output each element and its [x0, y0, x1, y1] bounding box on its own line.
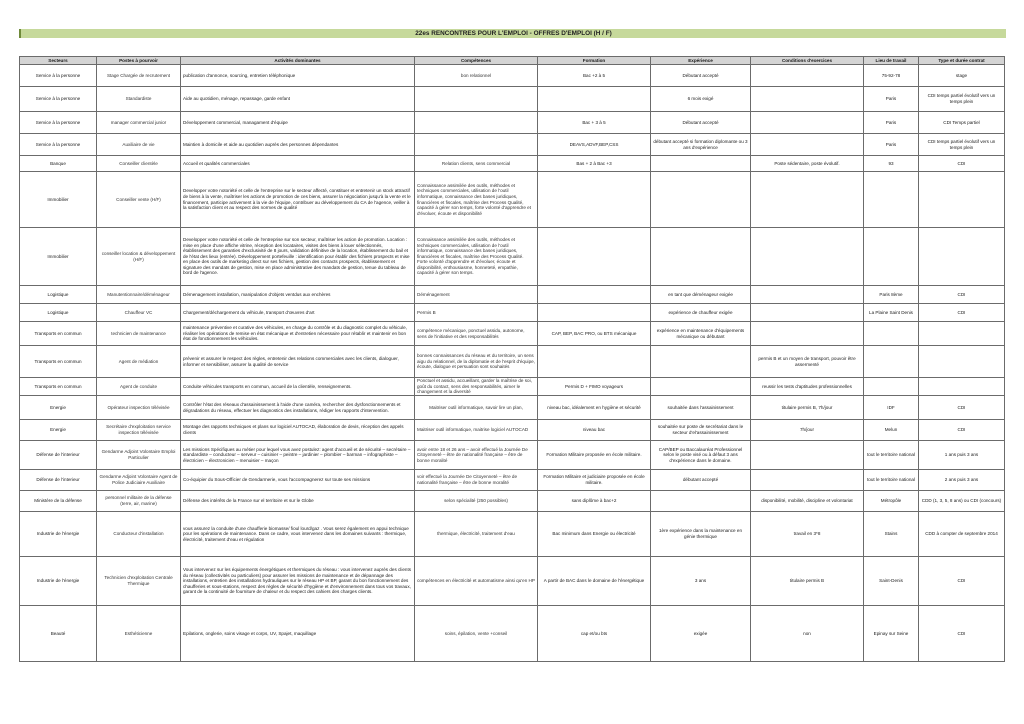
competences-cell: voir effectué la Journée De Citoyenneté – être de nationalité française – être de bonne moralité: [415, 470, 538, 491]
poste-cell: Gendarme Adjoint Volontaire Emploi Particulier: [97, 441, 181, 470]
contrat-cell: CDI: [919, 304, 1005, 322]
poste-cell: Esthéticienne: [97, 606, 181, 662]
table-row: [20, 322, 1005, 346]
lieu-cell: [864, 346, 919, 378]
poste-cell: Manutentionnaire/déménageur: [97, 286, 181, 304]
formation-cell: CAP, BEP, BAC PRO, ou BTS mécanique: [538, 322, 651, 346]
poste-cell: Stage Chargée de recrutement: [97, 65, 181, 87]
table-header-row: [20, 57, 1005, 65]
table-row: [20, 304, 1005, 322]
table-row: [20, 491, 1005, 512]
table-row: [20, 172, 1005, 228]
secteur-cell: Energie: [20, 396, 97, 420]
column-header-activites: Activités dominantes: [181, 57, 415, 65]
experience-cell: 6 mois exigé: [651, 87, 751, 112]
column-header-postes: Postes à pourvoir: [97, 57, 181, 65]
contrat-cell: [919, 378, 1005, 396]
secteur-cell: Service à la personne: [20, 65, 97, 87]
activites-cell: vous assurez la conduite d'une chaufferie biomasse/ fioul lourd/gaz . Vous serez également en appui technique pour les opérations de maintenance. Dans ce cadre, vous intervenez dans les domaines suivants : thermique, électricité, traitement d'eau et régulation: [181, 512, 415, 557]
conditions-cell: titulaire permis B, 7h/jour: [751, 396, 864, 420]
activites-cell: Developper votre notoriété et celle de l'entreprise sur son secteur, maîtriser les action de promotion. Location : mise en place d'une affiche vitrine, réception des locataires, visites des biens à louer sélectionnés, établissement des garanties d'exclusivité de 8 jours, validation définitive de la location, établissement du bail et de l'état des lieux (entrée). Développement portefeuille : identification pour établir des fichiers prospects et mise en place des outils de marketing direct sur ses fichiers, gestion des contacts prospects, établissement et signature des mandats de gestion, mise en place administrative des mandats de gestion, tenue du tableau de bord de l'agence.: [181, 228, 415, 286]
formation-cell: niveau bac: [538, 420, 651, 441]
competences-cell: thermique, électricité, traitement d'eau: [415, 512, 538, 557]
conditions-cell: [751, 322, 864, 346]
contrat-cell: [919, 228, 1005, 286]
lieu-cell: [864, 228, 919, 286]
lieu-cell: [864, 378, 919, 396]
competences-cell: selon spécialité (250 possibles): [415, 491, 538, 512]
secteur-cell: Immobilier: [20, 172, 97, 228]
lieu-cell: [864, 322, 919, 346]
formation-cell: Formation Militaire et judiciaire proposée en école militaire.: [538, 470, 651, 491]
secteur-cell: Défense de l'interieur: [20, 441, 97, 470]
contrat-cell: [919, 322, 1005, 346]
lieu-cell: Saint-Denis: [864, 557, 919, 606]
table-row: [20, 396, 1005, 420]
secteur-cell: Ministère de la défense: [20, 491, 97, 512]
conditions-cell: [751, 441, 864, 470]
experience-cell: [651, 378, 751, 396]
secteur-cell: Transports en commun: [20, 346, 97, 378]
column-header-formation: Formation: [538, 57, 651, 65]
activites-cell: Chargement/déchargement du véhicule, transport d'œuvres d'art: [181, 304, 415, 322]
competences-cell: avoir entre 18 et 26 ans – avoir effectué la Journée De Citoyenneté – être de nationalité française – être de bonne moralité: [415, 441, 538, 470]
activites-cell: Co-équipier du Sous-Officier de Gendarmerie, vous l'accompagnerez sur toute ses missions: [181, 470, 415, 491]
formation-cell: Bac minimum dans Energie ou électricité: [538, 512, 651, 557]
formation-cell: Bac + 3 à 5: [538, 112, 651, 134]
experience-cell: expérience de chauffeur exigée: [651, 304, 751, 322]
experience-cell: [651, 491, 751, 512]
table-row: [20, 420, 1005, 441]
activites-cell: Epilations, onglerie, soins visage et corps, UV, Spajet, maquillage: [181, 606, 415, 662]
contrat-cell: CDI: [919, 420, 1005, 441]
contrat-cell: CDI: [919, 156, 1005, 172]
contrat-cell: CDD (1, 3, 5, 8 ans) ou CDI (concours): [919, 491, 1005, 512]
conditions-cell: 7h/jour: [751, 420, 864, 441]
lieu-cell: tout le territoire national: [864, 470, 919, 491]
formation-cell: cap et/ou bts: [538, 606, 651, 662]
poste-cell: conseiller location & développement (H/F): [97, 228, 181, 286]
experience-cell: [651, 156, 751, 172]
activites-cell: prévenir et assurer le respect des règles, entretenir des relations commerciales avec les clients, dialoguer, informer et sensibiliser, assurer la qualité de service: [181, 346, 415, 378]
job-offers-table: [19, 56, 1005, 662]
conditions-cell: [751, 172, 864, 228]
activites-cell: maintenance préventive et curative des véhicules, en charge du contrôle et du diagnostic complet du véhicule, réaliser les opérations de remise en état mécanique et d'entretien nécessaire pour rétablir et maintenir en bon état de fonctionnement les véhicules.: [181, 322, 415, 346]
competences-cell: Connaissance assimilée des outils, méthodes et techniques commerciales, utilisation de l'outil informatique, connaissance des bases juridiques, financières et fiscales, maîtrise des Process Qualité. Forte volonté d'apprendre et d'évoluer, écoute et disponibilité, enthousiasme, honneteté, empathie, capacité à gérer son temps.: [415, 228, 538, 286]
lieu-cell: Melun: [864, 420, 919, 441]
competences-cell: Maitriser outil informatique, savoir lire un plan,: [415, 396, 538, 420]
conditions-cell: reussir les tests d'aptitudes professionnelles: [751, 378, 864, 396]
secteur-cell: Transports en commun: [20, 378, 97, 396]
poste-cell: Opérateur inspection télévisée: [97, 396, 181, 420]
contrat-cell: CDI temps partiel évolutif vers un temps plein: [919, 134, 1005, 156]
secteur-cell: Service à la personne: [20, 112, 97, 134]
activites-cell: Développement commercial, managament d'équipe: [181, 112, 415, 134]
lieu-cell: Métropôle: [864, 491, 919, 512]
column-header-competences: Compétences: [415, 57, 538, 65]
activites-cell: Les missions Spécifiques au métier pour lequel vous avez postulez: agent d'accueil et de sécurité – secrétaire – standardiste – conducteur – serveur – cuisinier – peintre – jardinier – plombier – barman – infographiste – électricien – électronicien – menuisier – maçon: [181, 441, 415, 470]
experience-cell: [651, 172, 751, 228]
competences-cell: [415, 87, 538, 112]
lieu-cell: Paris: [864, 134, 919, 156]
poste-cell: technicien de maintenance: [97, 322, 181, 346]
conditions-cell: disponibilité, mobilité, discipline et volontariat: [751, 491, 864, 512]
competences-cell: [415, 134, 538, 156]
formation-cell: Formation Militaire proposée en école militaire.: [538, 441, 651, 470]
column-header-contrat: Type et durée contrat: [919, 57, 1005, 65]
experience-cell: [651, 228, 751, 286]
competences-cell: bonnes connaissances du réseau et du territoire, un sens aigu du relationnel, de la diplomatie et de l'esprit d'équipe, écoute, dialogue et persuation sont souhaités: [415, 346, 538, 378]
conditions-cell: [751, 65, 864, 87]
experience-cell: souhaitée sur poste de secrétariat dans le secteur d'el'assainissement: [651, 420, 751, 441]
table-body: [20, 65, 1005, 662]
contrat-cell: CDI: [919, 396, 1005, 420]
contrat-cell: CDI: [919, 606, 1005, 662]
column-header-conditions: Conditions d'exercices: [751, 57, 864, 65]
table-row: [20, 512, 1005, 557]
contrat-cell: 1 ans puis 3 ans: [919, 441, 1005, 470]
table-row: [20, 228, 1005, 286]
poste-cell: Conseiller vente (H/F): [97, 172, 181, 228]
competences-cell: compétences en électricité et automatisme ainsi qu'en HP: [415, 557, 538, 606]
experience-cell: 3 ans: [651, 557, 751, 606]
column-header-experience: Expérience: [651, 57, 751, 65]
conditions-cell: [751, 134, 864, 156]
table-row: [20, 87, 1005, 112]
poste-cell: Chauffeur VC: [97, 304, 181, 322]
poste-cell: Gendarme Adjoint Volontaire Agent de Police Judiciaire Auxiliaire: [97, 470, 181, 491]
formation-cell: [538, 304, 651, 322]
formation-cell: [538, 286, 651, 304]
poste-cell: Technicien d'exploitation Centrale Thermique: [97, 557, 181, 606]
poste-cell: Standardiste: [97, 87, 181, 112]
activites-cell: Démenagement installation, manipulation d'objets ventdus aux enchères: [181, 286, 415, 304]
formation-cell: sans diplôme à bac+2: [538, 491, 651, 512]
table-row: [20, 470, 1005, 491]
poste-cell: Auxiliaire de vie: [97, 134, 181, 156]
formation-cell: [538, 228, 651, 286]
secteur-cell: Beauté: [20, 606, 97, 662]
activites-cell: publication d'annonce, sourcing, entretien téléphonique: [181, 65, 415, 87]
lieu-cell: Epinay sur Seine: [864, 606, 919, 662]
secteur-cell: Service à la personne: [20, 87, 97, 112]
formation-cell: A partir de BAC dans le domaine de l'énergétique: [538, 557, 651, 606]
poste-cell: manager commercial junior: [97, 112, 181, 134]
experience-cell: expérience en maintenance d'équipements mécanique ou débutant: [651, 322, 751, 346]
experience-cell: CAP/BEP ou Baccalauréat Professionnel selon le poste visé ou à défaut 3 ans d'expérience dans le domaine.: [651, 441, 751, 470]
activites-cell: Aide au quotidien, ménage, repassage, garde enfant: [181, 87, 415, 112]
lieu-cell: La Plaine Saint Denis: [864, 304, 919, 322]
lieu-cell: [864, 172, 919, 228]
secteur-cell: Industrie de l'énergie: [20, 557, 97, 606]
contrat-cell: [919, 172, 1005, 228]
contrat-cell: CDI: [919, 557, 1005, 606]
secteur-cell: Industrie de l'énergie: [20, 512, 97, 557]
contrat-cell: CDI Temps partiel: [919, 112, 1005, 134]
competences-cell: Ponctuel et assidu, accueillant, garder la maîtrise de soi, goût du contact, sens des responsabilités, aimer le changement et la diversité: [415, 378, 538, 396]
experience-cell: Débutant accepté: [651, 65, 751, 87]
table-row: [20, 65, 1005, 87]
poste-cell: Conseiller clientèle: [97, 156, 181, 172]
competences-cell: Connaissance assimilée des outils, méthodes et techniques commerciales, utilisation de l'outil informatique, connaissance des bases juridiques, financières et fiscales, maîtrise des Process Qualité, capacité à gérer son temps, forte volonté d'apprendre et d'évoluer, écoute et disponibilité: [415, 172, 538, 228]
experience-cell: en tant que déménageur exigée: [651, 286, 751, 304]
competences-cell: soins, épilation, vente +conseil: [415, 606, 538, 662]
conditions-cell: non: [751, 606, 864, 662]
experience-cell: débutant accepté: [651, 470, 751, 491]
poste-cell: Agent de médiation: [97, 346, 181, 378]
competences-cell: Relation clients, sens commercial: [415, 156, 538, 172]
experience-cell: 1ère expérience dans la maintenance en génie thermique: [651, 512, 751, 557]
activites-cell: Developper votre notoriété et celle de l'entreprise sur le secteur affecté, constituer et entretenir un stock attractif de biens à la vente, maîtriser les actions de promotion de ces biens, assurer la négociation jusqu'à la vente et le financement, participe activement à la vie de l'équipe, contribuer au développement du CA de l'agence, veiller à la satisfaction client et au respect des normes de qualité: [181, 172, 415, 228]
table-row: [20, 156, 1005, 172]
poste-cell: Conducteur d'installation: [97, 512, 181, 557]
table-row: [20, 606, 1005, 662]
table-row: [20, 286, 1005, 304]
activites-cell: Conduite véhicules transports en commun, accueil de la clientèle, renseignements.: [181, 378, 415, 396]
experience-cell: souhaitée dans l'assainissement: [651, 396, 751, 420]
conditions-cell: permis B et un moyen de transport, pouvoir être assermenté: [751, 346, 864, 378]
conditions-cell: Poste sédentaire, poste évolutif.: [751, 156, 864, 172]
activites-cell: Défense des intérêts de la France sur el territoire et sur le Globe: [181, 491, 415, 512]
activites-cell: Accueil et qualités commerciales: [181, 156, 415, 172]
conditions-cell: [751, 304, 864, 322]
activites-cell: Contrôler l'état des réseaux d'assainissement à l'aide d'une caméra, rechercher des dysfonctionnements et dégradations du réseau, effectuer les diagnostics des installations, rédiger les rapports d'intervention.: [181, 396, 415, 420]
column-header-lieu: Lieu de travail: [864, 57, 919, 65]
secteur-cell: Défense de l'interieur: [20, 470, 97, 491]
lieu-cell: Paris: [864, 112, 919, 134]
formation-cell: [538, 172, 651, 228]
lieu-cell: Paris 8ème: [864, 286, 919, 304]
activites-cell: Montage des rapports techniques et plans sur logiciel AUTOCAD, élaboration de devis, réception des appels clients: [181, 420, 415, 441]
table-row: [20, 346, 1005, 378]
formation-cell: Permis D + FIMO voyageurs: [538, 378, 651, 396]
poste-cell: Secrétaire d'exploitation service inspection télévisée: [97, 420, 181, 441]
secteur-cell: Logistique: [20, 286, 97, 304]
conditions-cell: travail en 3*8: [751, 512, 864, 557]
secteur-cell: Energie: [20, 420, 97, 441]
lieu-cell: 75-92-78: [864, 65, 919, 87]
conditions-cell: titulaire permis B: [751, 557, 864, 606]
table-row: [20, 557, 1005, 606]
formation-cell: [538, 346, 651, 378]
contrat-cell: [919, 346, 1005, 378]
lieu-cell: 93: [864, 156, 919, 172]
table-row: [20, 378, 1005, 396]
competences-cell: [415, 112, 538, 134]
contrat-cell: CDD à compter de septembre 2014: [919, 512, 1005, 557]
table-row: [20, 134, 1005, 156]
activites-cell: Maintien à domicile et aide au quotidien auprès des personnes dépendantes: [181, 134, 415, 156]
contrat-cell: 2 ans puis 3 ans: [919, 470, 1005, 491]
formation-cell: [538, 87, 651, 112]
table-row: [20, 441, 1005, 470]
formation-cell: Bas + 2 à Bac +3: [538, 156, 651, 172]
competences-cell: Permis B: [415, 304, 538, 322]
conditions-cell: [751, 112, 864, 134]
formation-cell: niveau bac, idéalement en hygiène et sécurité: [538, 396, 651, 420]
contrat-cell: CDI: [919, 286, 1005, 304]
competences-cell: Déménagement: [415, 286, 538, 304]
conditions-cell: [751, 470, 864, 491]
poste-cell: personnel militaire de la défense (terre, air, marine): [97, 491, 181, 512]
formation-cell: DEAVS,ADVF,BEP,CSS: [538, 134, 651, 156]
secteur-cell: Immobilier: [20, 228, 97, 286]
contrat-cell: stage: [919, 65, 1005, 87]
page-title: 22es RENCONTRES POUR L'EMPLOI - OFFRES D'EMPLOI (H / F): [19, 29, 1006, 38]
lieu-cell: Paris: [864, 87, 919, 112]
competences-cell: bon relationnel: [415, 65, 538, 87]
conditions-cell: [751, 228, 864, 286]
conditions-cell: [751, 286, 864, 304]
contrat-cell: CDI temps partiel évolutif vers un temps plein: [919, 87, 1005, 112]
table-row: [20, 112, 1005, 134]
experience-cell: débutant accepté si formation diplomante ou 3 ans d'expérience: [651, 134, 751, 156]
lieu-cell: Stains: [864, 512, 919, 557]
secteur-cell: Banque: [20, 156, 97, 172]
conditions-cell: [751, 87, 864, 112]
experience-cell: [651, 346, 751, 378]
competences-cell: Maitriser outil informatique, maitrise logiciel AUTOCAD: [415, 420, 538, 441]
formation-cell: Bac +2 à 5: [538, 65, 651, 87]
column-header-secteurs: Secteurs: [20, 57, 97, 65]
activites-cell: Vous intervenez sur les équipements énergétiques et thermiques du réseau : vous intervenez auprès des clients du réseau (collectivités ou particuliers) pour assurer les missions de maintenance et de dépannage des installations, entretien des installations hydrauliques sur le réseau HP et BP, garant du bon fonctionnement des chaufferies et sous-stations, respect des règles de sécurité d'hygiène et d'environnement dans tous vos travaux, garant de la continuité de fourniture de chaleur et du respect des cahiers des charges clients.: [181, 557, 415, 606]
lieu-cell: tout le territoire national: [864, 441, 919, 470]
secteur-cell: Transports en commun: [20, 322, 97, 346]
secteur-cell: Service à la personne: [20, 134, 97, 156]
experience-cell: exigée: [651, 606, 751, 662]
secteur-cell: Logistique: [20, 304, 97, 322]
lieu-cell: IDF: [864, 396, 919, 420]
poste-cell: Agent de conduite: [97, 378, 181, 396]
experience-cell: Débutant accepté: [651, 112, 751, 134]
competences-cell: compétence mécanique, ponctuel assidu, autonome, sens de l'initiative et des responsabilités: [415, 322, 538, 346]
